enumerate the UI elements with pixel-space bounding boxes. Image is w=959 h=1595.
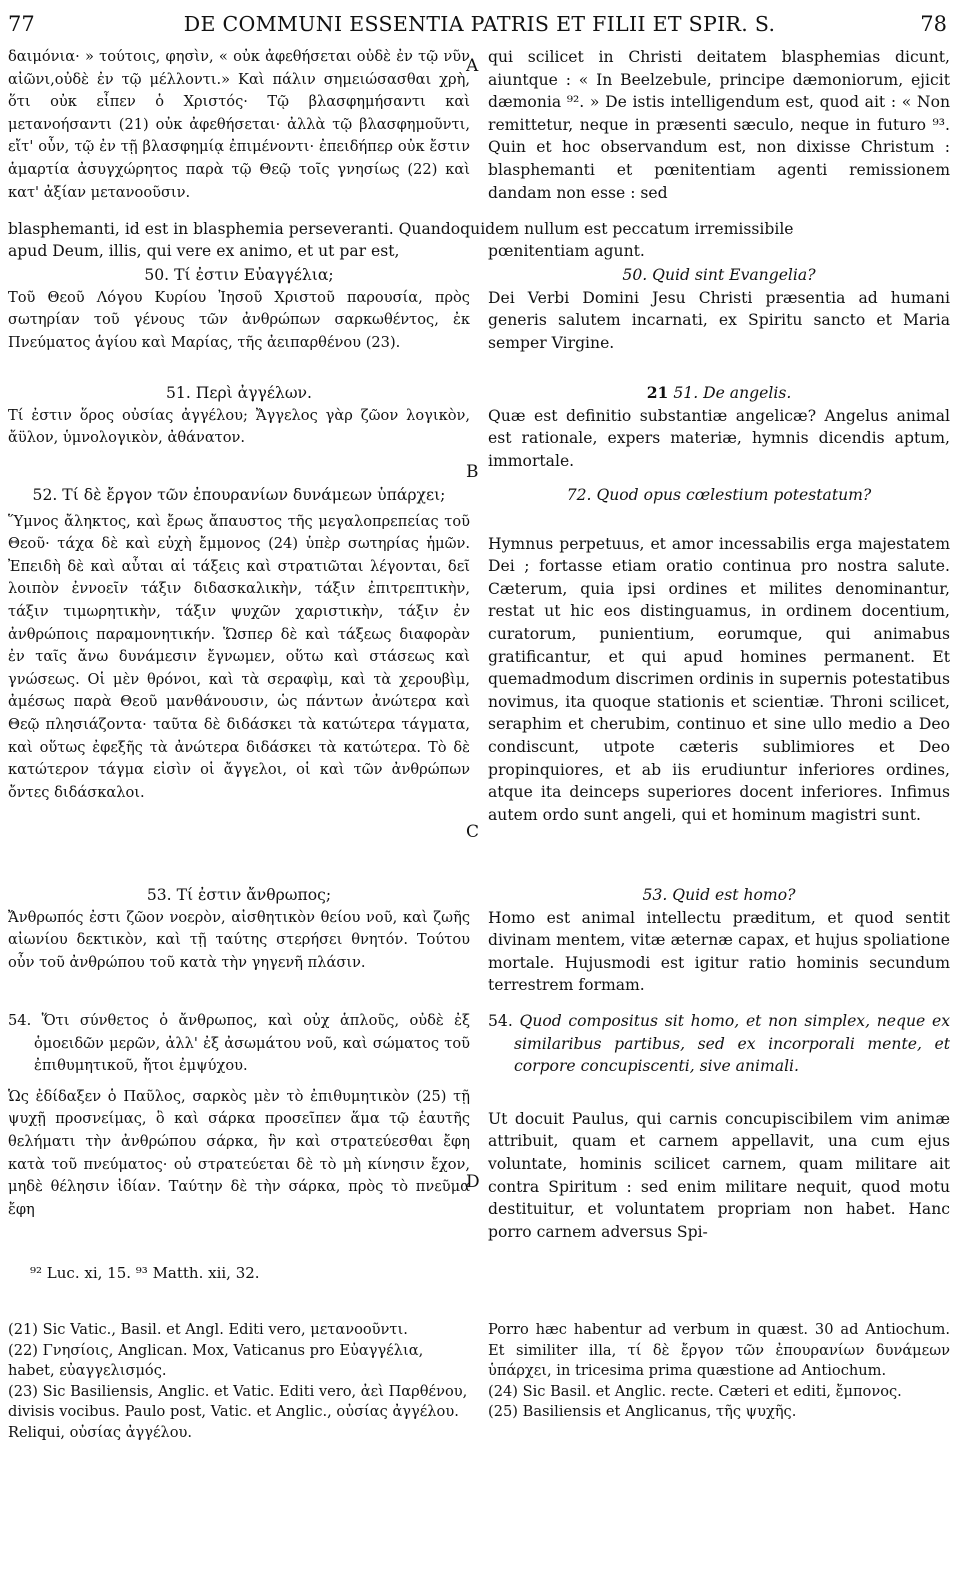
section-51-greek-heading: 51. Περὶ ἀγγέλων. — [166, 384, 312, 402]
full-width-line: blasphemanti, id est in blasphemia perseveranti. Quandoquidem nullum est peccatum irremissibile — [8, 220, 794, 238]
footnote-22: (22) Γνησίοις, Anglican. Mox, Vaticanus pro Εὐαγγέλια, habet, εὐαγγελισμός. — [8, 1341, 424, 1379]
section-54-latin-text: Ut docuit Paulus, qui carnis concupiscibilem vim animæ attribuit, quam et carnem appellavit, una cum ejus voluntate, hominis scilicet carnem, quam militare ait contra Spiritum : sed enim militare nequit, quod motu destituitur, et voluntatem propriam non habet. Hanc porro carnem adversus Spi- — [488, 1109, 950, 1241]
section-54-greek-number: 54. — [8, 1012, 32, 1029]
footnotes-left — [8, 1320, 470, 1443]
footnote-23: (23) Sic Basiliensis, Anglic. et Vatic. Editi vero, ἀεὶ Παρθένου, divisis vocibus. Paulo post, Vatic. et Anglic., οὐσίας ἀγγέλου. Reliqui, οὐσίας ἀγγέλου. — [8, 1382, 468, 1441]
margin-letter-d: D — [466, 1172, 480, 1192]
section-50-latin — [488, 264, 950, 354]
page-header — [0, 10, 959, 40]
section-54-greek-text: Ὡς ἐδίδαξεν ὁ Παῦλος, σαρκὸς μὲν τὸ ἐπιθυμητικὸν (25) τῇ ψυχῇ προσνείμας, ὃ καὶ σάρκα προσεῖπεν ἅμα τῷ ἑαυτῆς θελήματι τὴν ἀνθρώπου σάρκα, ἣν καὶ στρατεύεσθαι ἔφη κατὰ τοῦ πνεύματος· οὐ στρατεύεται δὲ τὸ μὴ κίνησιν ἔχον, μηδὲ θέλησιν ἰδίαν. Ταύτην δὲ τὴν σάρκα, πρὸς τὸ πνεῦμα ἔφη — [8, 1087, 470, 1218]
section-54-greek — [8, 1010, 470, 1221]
section-51-latin-heading-line — [488, 382, 950, 405]
section-52-latin — [488, 484, 950, 826]
section-52-latin-text: Hymnus perpetuus, et amor incessabilis erga majestatem Dei ; fortasse etiam oratio continua pro nostra salute. Cæterum, quia ipsi ordines et milites denominantur, restat ut hic eos distinguamus, in ordinem docentium, curatorum, punientium, eorumque, qui animabus gratificantur, et qui apud homines permanent. Et quemadmodum discrimen ordinis in supernis potestatibus novimus, ita quoque stationis et scientiæ. Throni scilicet, seraphim et cherubim, continuo et sine ullo medio a Deo condiscunt, utpote cæteris sublimiores et Deo propinquiores, et ab iis erudiuntur inferiores ordines, atque ita deinceps superiores docent inferiores. Infimus autem ordo sunt angeli, qui et hominum magistri sunt. — [488, 534, 950, 824]
section-53-greek — [8, 884, 470, 974]
section-52-greek-heading: 52. Τί δὲ ἔργον τῶν ἐπουρανίων δυνάμεων ὑπάρχει; — [32, 486, 446, 504]
section-53-latin — [488, 884, 950, 997]
margin-letter-c: C — [466, 822, 480, 842]
footnote-21: (21) Sic Vatic., Basil. et Angl. Editi vero, μετανοοῦντι. — [8, 1321, 408, 1338]
latin-intro — [488, 46, 950, 204]
section-54-greek-heading-text: Ὅτι σύνθετος ὁ ἄνθρωπος, καὶ οὐχ ἁπλοῦς, οὐδὲ ἐξ ὁμοειδῶν μερῶν, ἀλλ' ἐξ ἀσωμάτου νοῦ, καὶ σώματος τοῦ ἐπιθυμητικοῦ, ἤτοι ἐμψύχου. — [34, 1012, 470, 1075]
section-50-greek-text: Τοῦ Θεοῦ Λόγου Κυρίου Ἰησοῦ Χριστοῦ παρουσία, πρὸς σωτηρίαν τοῦ γένους τῶν ἀνθρώπων σαρκωθέντος, ἐκ Πνεύματος ἁγίου καὶ Μαρίας, τῆς ἀειπαρθένου (23). — [8, 288, 470, 351]
section-54-latin — [488, 1010, 950, 1243]
page-number-right: 78 — [920, 12, 947, 36]
latin-intro-text: qui scilicet in Christi deitatem blasphemias dicunt, aiuntque : « In Beelzebule, principe dæmoniorum, ejicit dæmonia ⁹². » De istis intelligendum est, quod ait : « Non remittetur, neque in præsenti sæculo, neque in futuro ⁹³. Quin et hoc observandum est, non dixisse Christum : blasphemanti et pœnitentiam agenti remissionem dandam non esse : sed — [488, 48, 950, 202]
page-number-left: 77 — [8, 12, 35, 36]
section-54-latin-heading — [488, 1010, 950, 1078]
margin-letter-b: B — [466, 462, 479, 482]
section-51-latin — [488, 382, 950, 472]
section-53-greek-heading: 53. Τί ἐστιν ἄνθρωπος; — [146, 886, 332, 904]
scripture-references: ⁹² Luc. xi, 15. ⁹³ Matth. xii, 32. — [30, 1264, 260, 1282]
footnote-24: (24) Sic Basil. et Anglic. recte. Cæteri et editi, ἔμπονος. — [488, 1382, 902, 1400]
section-50-latin-text: Dei Verbi Domini Jesu Christi præsentia ad humani generis salutem incarnati, ex Spiritu sancto et Maria semper Virgine. — [488, 288, 950, 352]
section-53-greek-text: Ἄνθρωπός ἐστι ζῶον νοερὸν, αἰσθητικὸν θείου νοῦ, καὶ ζωῆς αἰωνίου δεκτικὸν, καὶ τῇ ταύτης στερήσει θνητόν. Τούτου οὖν τοῦ ἀνθρώπου τοῦ κατὰ τὴν γηγενῆ πλάσιν. — [8, 908, 470, 971]
section-50-greek-heading: 50. Τί ἐστιν Εὐαγγέλια; — [144, 266, 334, 284]
margin-letter-a: A — [466, 56, 479, 76]
running-title: DE COMMUNI ESSENTIA PATRIS ET FILII ET SPIR. S. — [183, 12, 776, 36]
section-51-greek-text: Τί ἐστιν ὅρος οὐσίας ἀγγέλου; Ἄγγελος γὰρ ζῶον λογικὸν, ἄϋλον, ὑμνολογικὸν, ἀθάνατον. — [8, 406, 470, 447]
section-54-latin-number: 54. — [488, 1012, 513, 1030]
section-54-greek-heading — [8, 1010, 470, 1078]
footnote-continuation: Porro hæc habentur ad verbum in quæst. 30 ad Antiochum. Et similiter illa, τί δὲ ἔργον τῶν ἐπουρανίων δυνάμεων ὑπάρχει, in tricesima prima quæstione ad Antiochum. — [488, 1321, 950, 1379]
section-50-latin-heading: 50. Quid sint Evangelia? — [622, 266, 816, 284]
section-50-greek — [8, 264, 470, 354]
section-53-latin-heading: 53. Quid est homo? — [642, 886, 796, 904]
section-52-greek-text: Ὕμνος ἄληκτος, καὶ ἔρως ἄπαυστος τῆς μεγαλοπρεπείας τοῦ Θεοῦ· τάχα δὲ καὶ εὐχὴ ἔμμονος (24) ὑπὲρ σωτηρίας ἡμῶν. Ἐπειδὴ δὲ καὶ αὗται αἱ τάξεις καὶ στρατιῶται λέγονται, δεῖ λοιπὸν ἐννοεῖν τάξιν διδασκαλικὴν, τάξιν ἐπιτρεπτικὴν, τάξιν τιμωρητικὴν, τάξιν ψυχῶν χαριστικὴν, τάξιν ἐν ἀνθρώποις παραμονητικήν. Ὥσπερ δὲ καὶ τάξεως διαφορὰν ἐν ταῖς ἄνω δυνάμεσιν ἔγνωμεν, οὕτω καὶ στάσεως καὶ γνώσεως. Οἱ μὲν θρόνοι, καὶ τὰ σεραφὶμ, καὶ τὰ χερουβὶμ, ἀμέσως παρὰ Θεοῦ μανθάνουσιν, ὡς πάντων ἀνώτερα καὶ Θεῷ πλησιάζοντα· ταῦτα δὲ διδάσκει τὰ κατώτερα τάγματα, καὶ οὕτως ἐφεξῆς τὰ ἀνώτερα διδάσκει τὰ κατώτερα. Τὸ δὲ κατώτερον τάγμα εἰσὶν οἱ ἄγγελοι, οἱ καὶ τῶν ἀνθρώπων ὄντες διδάσκαλοι. — [8, 512, 470, 801]
section-51-latin-heading: 51. De angelis. — [673, 384, 792, 402]
footnote-25: (25) Basiliensis et Anglicanus, τῆς ψυχῆς. — [488, 1403, 797, 1420]
section-51-greek — [8, 382, 470, 450]
section-52-latin-heading: 72. Quod opus cœlestium potestatum? — [566, 486, 872, 504]
greek-intro — [8, 46, 470, 204]
footnotes-right — [488, 1320, 950, 1423]
section-51-latin-text: Quæ est definitio substantiæ angelicæ? Angelus animal est rationale, expers materiæ, hymnis dicendis aptum, immortale. — [488, 406, 950, 470]
section-52-greek — [8, 484, 470, 804]
section-51-column-number: 21 — [646, 383, 669, 402]
section-54-latin-heading-text: Quod compositus sit homo, et non simplex, neque ex similaribus partibus, sed ex incorporali mente, et corpore concupiscenti, sive animali. — [514, 1012, 950, 1076]
latin-intro-tail: pœnitentiam agunt. — [488, 242, 645, 260]
greek-intro-tail: apud Deum, illis, qui vere ex animo, et ut par est, — [8, 242, 400, 260]
greek-intro-text: δαιμόνια· » τούτοις, φησὶν, « οὐκ ἀφεθήσεται οὐδὲ ἐν τῷ νῦν αἰῶνι,οὐδὲ ἐν τῷ μέλλοντι.» Καὶ πάλιν σημειώσασθαι χρὴ, ὅτι οὐκ εἶπεν ὁ Χριστός· Τῷ βλασφημήσαντι καὶ μετανοήσαντι (21) οὐκ ἀφεθήσεται· ἀλλὰ τῷ βλασφημοῦντι, εἴτ' οὖν, τῷ ἐν τῇ βλασφημίᾳ ἐπιμένοντι· ἐπειδήπερ οὐκ ἔστιν ἁμαρτία ἀσυγχώρητος παρὰ τῷ Θεῷ τοῖς γνησίως (22) καὶ κατ' ἀξίαν μετανοοῦσιν. — [8, 48, 470, 201]
section-53-latin-text: Homo est animal intellectu præditum, et quod sentit divinam mentem, vitæ æternæ capax, et hujus spoliatione mortale. Hujusmodi est igitur ratio hominis secundum terrestrem formam. — [488, 908, 950, 995]
